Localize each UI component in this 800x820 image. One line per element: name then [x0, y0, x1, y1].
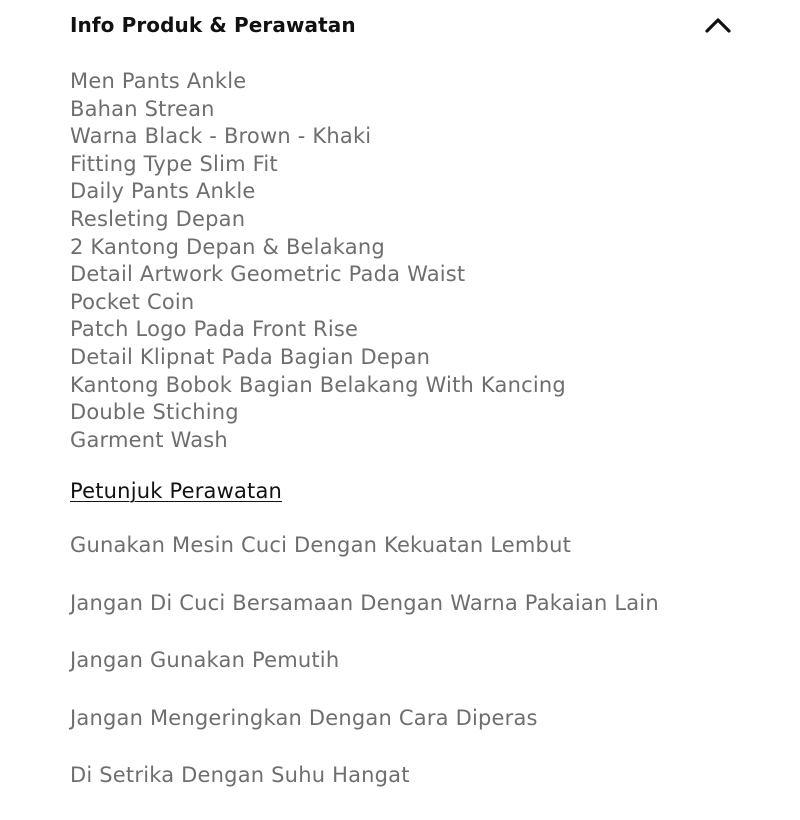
product-details-list — [70, 68, 566, 454]
list-item: Double Stiching — [70, 400, 239, 425]
list-item: Fitting Type Slim Fit — [70, 151, 278, 176]
list-item: Resleting Depan — [70, 206, 246, 231]
section-title: Info Produk & Perawatan — [70, 13, 356, 37]
list-item: Warna Black - Brown - Khaki — [70, 124, 372, 149]
list-item: Daily Pants Ankle — [70, 179, 256, 204]
list-item: Detail Klipnat Pada Bagian Depan — [70, 344, 431, 369]
care-instruction: Jangan Mengeringkan Dengan Cara Diperas — [70, 705, 538, 730]
list-item: Garment Wash — [70, 427, 228, 452]
care-instruction: Di Setrika Dengan Suhu Hangat — [70, 763, 410, 787]
list-item: Detail Artwork Geometric Pada Waist — [70, 262, 466, 287]
list-item: Bahan Strean — [70, 96, 215, 121]
list-item: Kantong Bobok Bagian Belakang With Kancing — [70, 372, 566, 397]
accordion-header[interactable] — [70, 8, 732, 42]
list-item: Men Pants Ankle — [70, 69, 247, 93]
chevron-up-icon[interactable] — [704, 15, 732, 35]
care-instruction: Jangan Di Cuci Bersamaan Dengan Warna Pakaian Lain — [70, 590, 659, 615]
care-instruction: Jangan Gunakan Pemutih — [70, 648, 340, 672]
care-instructions-heading: Petunjuk Perawatan — [70, 479, 283, 503]
care-instructions-list — [70, 532, 659, 820]
list-item: Patch Logo Pada Front Rise — [70, 317, 359, 342]
care-instruction: Gunakan Mesin Cuci Dengan Kekuatan Lembut — [70, 533, 572, 557]
list-item: 2 Kantong Depan & Belakang — [70, 234, 385, 259]
list-item: Pocket Coin — [70, 289, 195, 314]
